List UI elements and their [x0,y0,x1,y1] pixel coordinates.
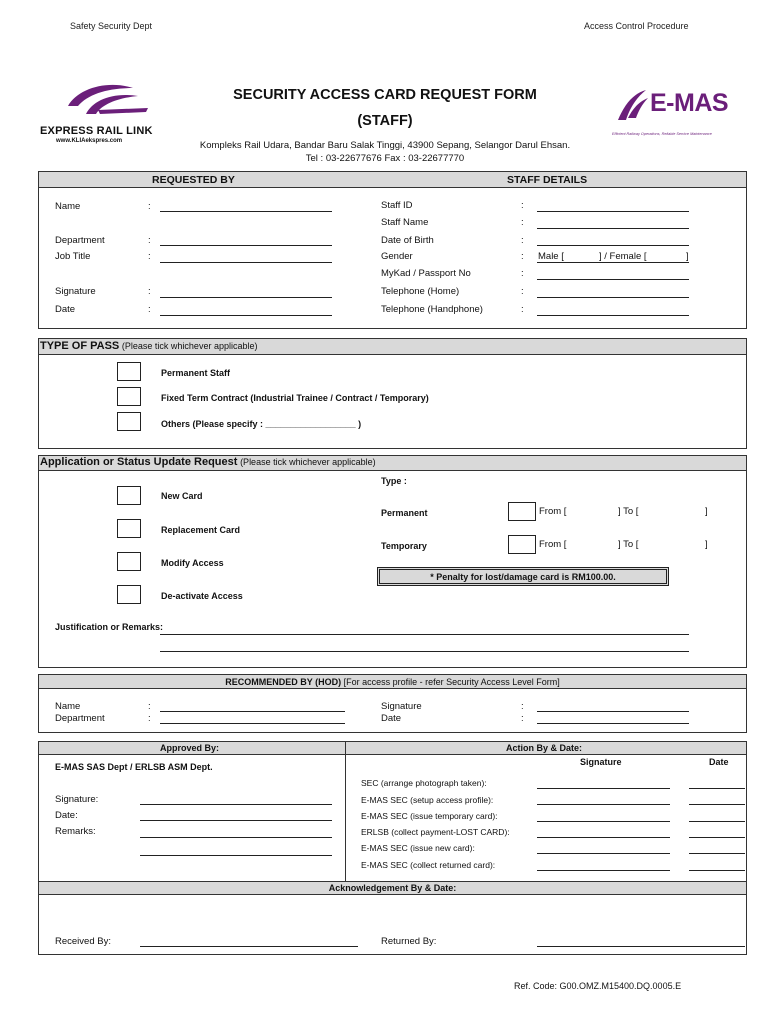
fixed-term-label: Fixed Term Contract (Industrial Trainee / Contract / Temporary) [161,393,429,403]
emas-logo-tagline: Efficient Railway Operations, Reliable Service Maintenance [612,132,712,136]
approved-by-heading: Approved By: [160,743,220,753]
colon: : [521,251,524,262]
acknowledgement-heading: Acknowledgement By & Date: [328,883,457,893]
action-date-input[interactable] [689,804,745,805]
colon: : [148,713,151,724]
received-by-input[interactable] [140,946,358,947]
permanent-to-label: ] To [ [618,506,639,517]
action-date-input[interactable] [689,853,745,854]
requested-by-heading: REQUESTED BY [152,174,235,186]
temporary-type-checkbox[interactable] [508,535,536,554]
remarks-input-line-1[interactable] [160,634,689,635]
colon: : [148,251,151,262]
approval-date-label: Date: [55,810,78,821]
approval-header-bar [39,742,746,755]
reference-code: Ref. Code: G00.OMZ.M15400.DQ.0005.E [514,981,682,991]
action-item: SEC (arrange photograph taken): [361,778,487,788]
approval-remarks-line-1[interactable] [140,837,332,838]
staff-name-label: Staff Name [381,217,429,228]
others-label: Others (Please specify : __________________ ) [161,419,362,429]
signature-input[interactable] [160,297,332,298]
colon: : [148,701,151,712]
action-signature-input[interactable] [537,788,670,789]
action-by-heading: Action By & Date: [506,743,583,753]
temporary-type-label: Temporary [381,541,427,551]
colon: : [521,701,524,712]
hod-name-label: Name [55,701,81,712]
deactivate-access-checkbox[interactable] [117,585,141,604]
gender-male-option[interactable]: Male [ [538,251,564,262]
application-section [38,455,747,668]
job-title-label: Job Title [55,251,91,262]
type-of-pass-heading: TYPE OF PASS [40,340,120,352]
type-of-pass-header [40,340,257,352]
company-address: Kompleks Rail Udara, Bandar Baru Salak Tinggi, 43900 Sepang, Selangor Darul Ehsan. [199,140,571,151]
hod-department-label: Department [55,713,105,724]
permanent-type-checkbox[interactable] [508,502,536,521]
permanent-type-label: Permanent [381,508,428,518]
form-subtitle: (STAFF) [357,113,413,129]
emas-logo-text: E-MAS [650,89,729,117]
recommended-heading: RECOMMENDED BY (HOD) [225,677,342,687]
new-card-checkbox[interactable] [117,486,141,505]
penalty-text: * Penalty for lost/damage card is RM100.00. [379,569,667,584]
hod-signature-input[interactable] [537,711,689,712]
action-signature-input[interactable] [537,821,670,822]
department-input[interactable] [160,245,332,246]
tel-home-input[interactable] [537,297,689,298]
action-item: ERLSB (collect payment-LOST CARD): [361,827,510,837]
name-input[interactable] [160,211,332,212]
new-card-label: New Card [161,491,203,501]
dob-input[interactable] [537,245,689,246]
approval-remarks-label: Remarks: [55,826,96,837]
deactivate-access-label: De-activate Access [161,591,243,601]
approval-date-input[interactable] [140,820,332,821]
date-label: Date [55,304,76,315]
action-date-input[interactable] [689,837,745,838]
approval-signature-label: Signature: [55,794,99,805]
hod-department-input[interactable] [160,723,345,724]
staff-id-label: Staff ID [381,200,413,211]
penalty-notice [377,567,669,586]
colon: : [521,235,524,246]
action-item: E-MAS SEC (issue temporary card): [361,811,498,821]
signature-column-heading: Signature [580,757,622,767]
action-date-input[interactable] [689,870,745,871]
action-signature-input[interactable] [537,804,670,805]
header-procedure: Access Control Procedure [584,21,689,31]
colon: : [521,304,524,315]
header-dept: Safety Security Dept [70,21,153,31]
gender-underline [537,262,689,263]
modify-access-checkbox[interactable] [117,552,141,571]
approval-signature-input[interactable] [140,804,332,805]
signature-label: Signature [55,286,96,297]
form-title: SECURITY ACCESS CARD REQUEST FORM [233,87,537,103]
colon: : [521,713,524,724]
action-item: E-MAS SEC (collect returned card): [361,860,496,870]
action-signature-input[interactable] [537,837,670,838]
action-item: E-MAS SEC (setup access profile): [361,795,494,805]
mykad-input[interactable] [537,279,689,280]
application-header [40,456,376,468]
colon: : [521,217,524,228]
remarks-label: Justification or Remarks: [55,622,164,632]
temporary-to-label: ] To [ [618,539,639,550]
hod-date-input[interactable] [537,723,689,724]
approval-divider [345,742,346,881]
returned-by-label: Returned By: [381,936,437,947]
mykad-label: MyKad / Passport No [381,268,471,279]
permanent-from-label: From [ [539,506,567,517]
type-label: Type : [381,476,407,486]
returned-by-input[interactable] [537,946,745,947]
tel-home-label: Telephone (Home) [381,286,460,297]
recommended-header-bar [39,675,746,689]
action-signature-input[interactable] [537,853,670,854]
date-column-heading: Date [709,757,729,767]
replacement-card-checkbox[interactable] [117,519,141,538]
temporary-from-label: From [ [539,539,567,550]
tel-hp-label: Telephone (Handphone) [381,304,483,315]
colon: : [521,200,524,211]
hod-name-input[interactable] [160,711,345,712]
type-of-pass-note: (Please tick whichever applicable) [121,341,258,351]
application-heading: Application or Status Update Request [40,456,238,468]
hod-date-label: Date [381,713,402,724]
date-input[interactable] [160,315,332,316]
temporary-close-bracket: ] [705,539,708,550]
gender-close-bracket: ] [686,251,689,262]
approval-dept-label: E-MAS SAS Dept / ERLSB ASM Dept. [55,762,213,772]
action-date-input[interactable] [689,788,745,789]
name-label: Name [55,201,81,212]
erl-logo-text: EXPRESS RAIL LINK [40,125,153,137]
gender-label: Gender [381,251,413,262]
gender-female-option[interactable]: ] / Female [ [599,251,647,262]
colon: : [521,286,524,297]
others-checkbox[interactable] [117,412,141,431]
staff-details-heading: STAFF DETAILS [507,174,588,186]
colon: : [148,235,151,246]
remarks-input-line-2[interactable] [160,651,689,652]
received-by-label: Received By: [55,936,111,947]
modify-access-label: Modify Access [161,558,224,568]
job-title-input[interactable] [160,262,332,263]
tel-hp-input[interactable] [537,315,689,316]
replacement-card-label: Replacement Card [161,525,241,535]
dob-label: Date of Birth [381,235,434,246]
erl-logo-url: www.KLIAekspres.com [56,138,123,144]
colon: : [521,268,524,279]
colon: : [148,304,151,315]
colon: : [148,201,151,212]
application-note: (Please tick whichever applicable) [240,457,376,467]
recommended-note: [For access profile - refer Security Access Level Form] [343,677,560,687]
approval-remarks-line-2[interactable] [140,855,332,856]
action-signature-input[interactable] [537,870,670,871]
colon: : [148,286,151,297]
hod-signature-label: Signature [381,701,422,712]
permanent-staff-checkbox[interactable] [117,362,141,381]
fixed-term-checkbox[interactable] [117,387,141,406]
company-contact: Tel : 03-22677676 Fax : 03-22677770 [305,153,465,164]
action-date-input[interactable] [689,821,745,822]
department-label: Department [55,235,105,246]
staff-id-input[interactable] [537,211,689,212]
permanent-close-bracket: ] [705,506,708,517]
acknowledgement-header-bar [39,881,746,895]
requested-by-header-bar [39,172,746,188]
action-item: E-MAS SEC (issue new card): [361,843,475,853]
staff-name-input[interactable] [537,228,689,229]
permanent-staff-label: Permanent Staff [161,368,231,378]
